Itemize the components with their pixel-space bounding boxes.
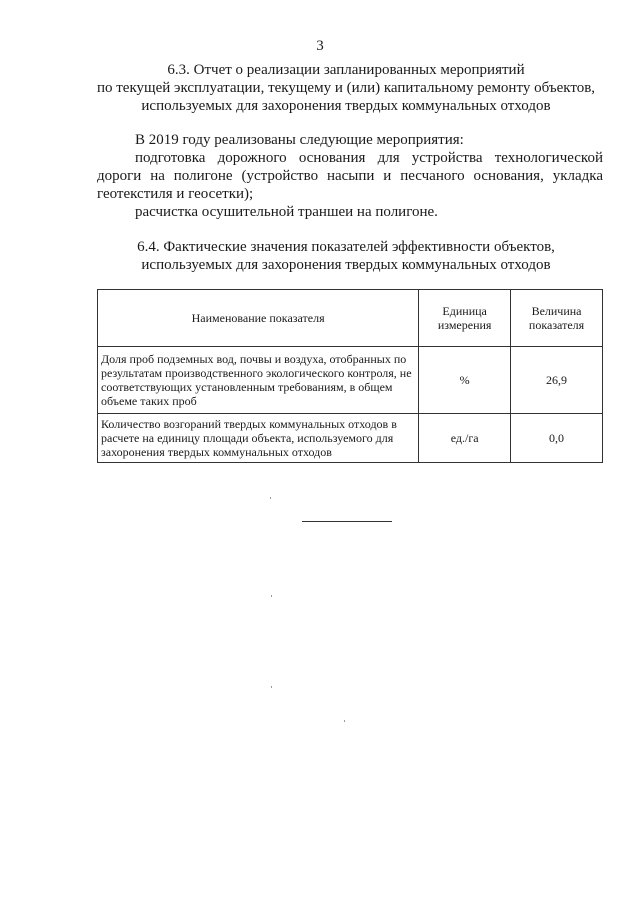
value-cell: 26,9	[511, 347, 603, 414]
end-of-document-rule	[302, 521, 392, 522]
measures-intro: В 2019 году реализованы следующие мероприятия:	[135, 132, 464, 148]
measure-item: расчистка осушительной траншеи на полигоне.	[135, 204, 438, 220]
header-unit: Единица измерения	[419, 290, 511, 347]
scan-speck	[271, 595, 272, 597]
measure-item: подготовка дорожного основания для устройства технологической дороги на полигоне (устройство насыпи и песчаного основания, укладка геотекстиля и геосетки);	[97, 150, 603, 202]
table-row	[98, 347, 603, 414]
unit-cell: ед./га	[419, 414, 511, 463]
section-6-3-heading	[90, 61, 602, 115]
indicators-table	[97, 289, 603, 463]
scan-speck	[270, 497, 271, 499]
section-6-4-heading-line: используемых для захоронения твердых коммунальных отходов	[141, 257, 551, 273]
section-6-3-heading-line: по текущей эксплуатации, текущему и (или) капитальному ремонту объектов,	[96, 80, 596, 96]
indicator-name-cell: Доля проб подземных вод, почвы и воздуха, отобранных по результатам производственного экологического контроля, не соответствующих установленным требованиям, в общем объеме таких проб	[98, 347, 419, 414]
header-indicator-name: Наименование показателя	[98, 290, 419, 347]
scan-speck	[271, 686, 272, 688]
section-6-4-heading	[90, 238, 602, 274]
unit-cell: %	[419, 347, 511, 414]
value-cell: 0,0	[511, 414, 603, 463]
scan-speck	[344, 720, 345, 722]
table-header-row	[98, 290, 603, 347]
section-6-4-heading-line: 6.4. Фактические значения показателей эффективности объектов,	[137, 239, 555, 255]
header-value: Величина показателя	[511, 290, 603, 347]
page-number: 3	[316, 38, 324, 54]
table-row	[98, 414, 603, 463]
indicator-name-cell: Количество возгораний твердых коммунальных отходов в расчете на единицу площади объекта, используемого для захоронения твердых коммунальных отходов	[98, 414, 419, 463]
section-6-3-heading-line: используемых для захоронения твердых коммунальных отходов	[141, 98, 551, 114]
section-6-3-heading-line: 6.3. Отчет о реализации запланированных мероприятий	[167, 62, 525, 78]
